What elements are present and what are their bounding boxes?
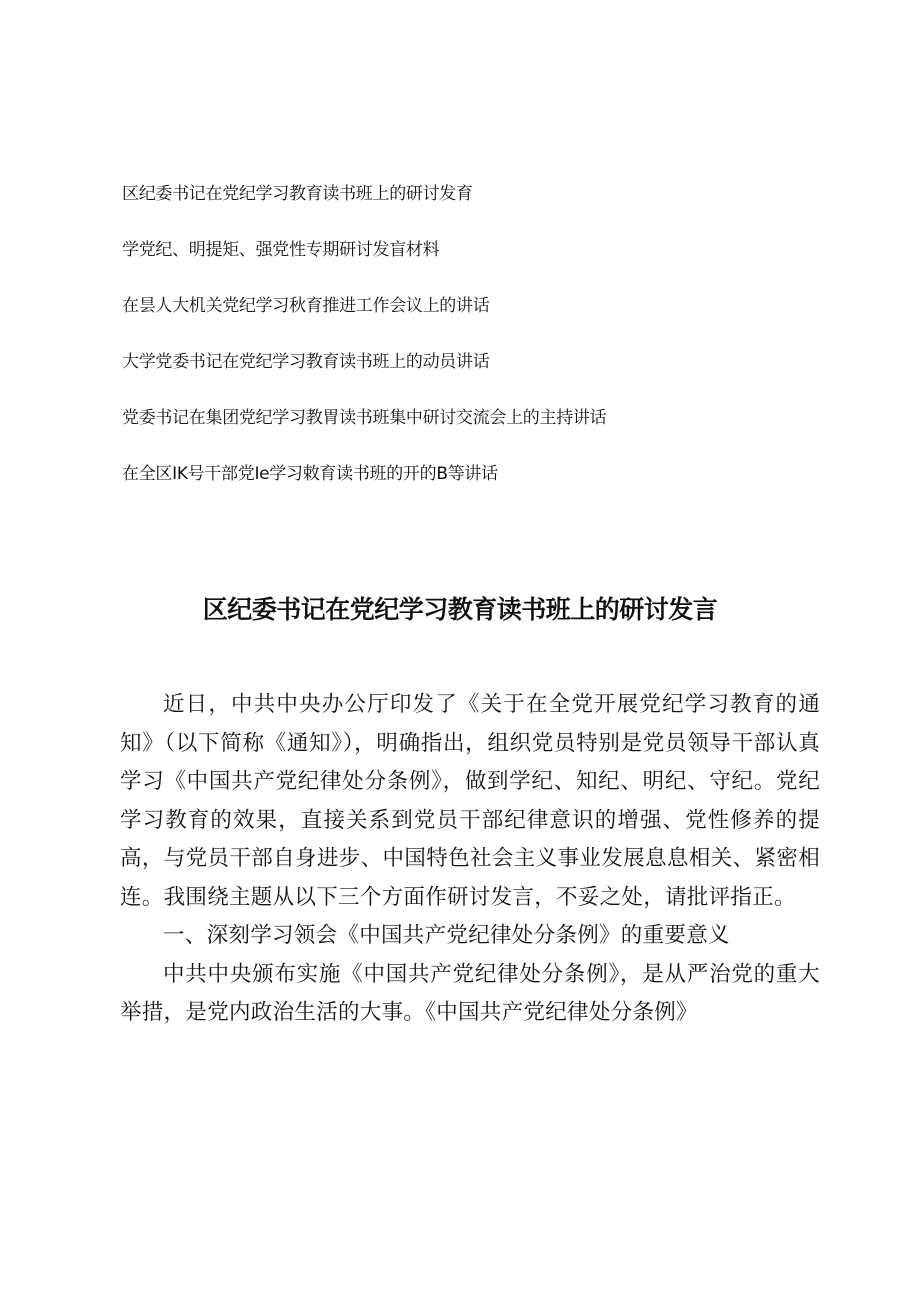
section-heading: 一、深刻学习领会《中国共产党纪律处分条例》的重要意义 [163,923,730,948]
toc-item[interactable]: 在昙人大机关党纪学习秋育推进工作会议上的讲话 [122,296,490,316]
document-body [120,686,820,1033]
toc-item[interactable]: 在全区IK号干部党Ie学习敕育读书班的开的B等讲话 [122,464,498,484]
toc-item[interactable]: 学党纪、明提矩、强党性专期研讨发盲材料 [122,240,440,260]
table-of-contents [122,184,822,520]
body-paragraph: 中共中央颁布实施《中国共产党纪律处分条例》，是从严治党的重大举措，是党内政治生活的大事。《中国共产党纪律处分条例》 [120,961,820,1025]
toc-item[interactable]: 党委书记在集团党纪学习教胃读书班集中研讨交流会上的主持讲话 [122,408,607,428]
toc-item[interactable]: 区纪委书记在党纪学习教育读书班上的研讨发育 [122,184,473,204]
body-paragraph-intro: 近日，中共中央办公厅印发了《关于在全党开展党纪学习教育的通知》（以下简称《通知》），明确指出，组织党员特别是党员领导干部认真学习《中国共产党纪律处分条例》，做到学纪、知纪、明纪、守纪。党纪学习教育的效果，直接关系到党员干部纪律意识的增强、党性修养的提高，与党员干部自身进步、中国特色社会主义事业发展息息相关、紧密相连。我围绕主题从以下三个方面作研讨发言，不妥之处，请批评指正。 [120,692,820,910]
toc-item[interactable]: 大学党委书记在党纪学习教育读书班上的动员讲话 [122,352,490,372]
document-title: 区纪委书记在党纪学习教育读书班上的研讨发言 [202,595,718,624]
